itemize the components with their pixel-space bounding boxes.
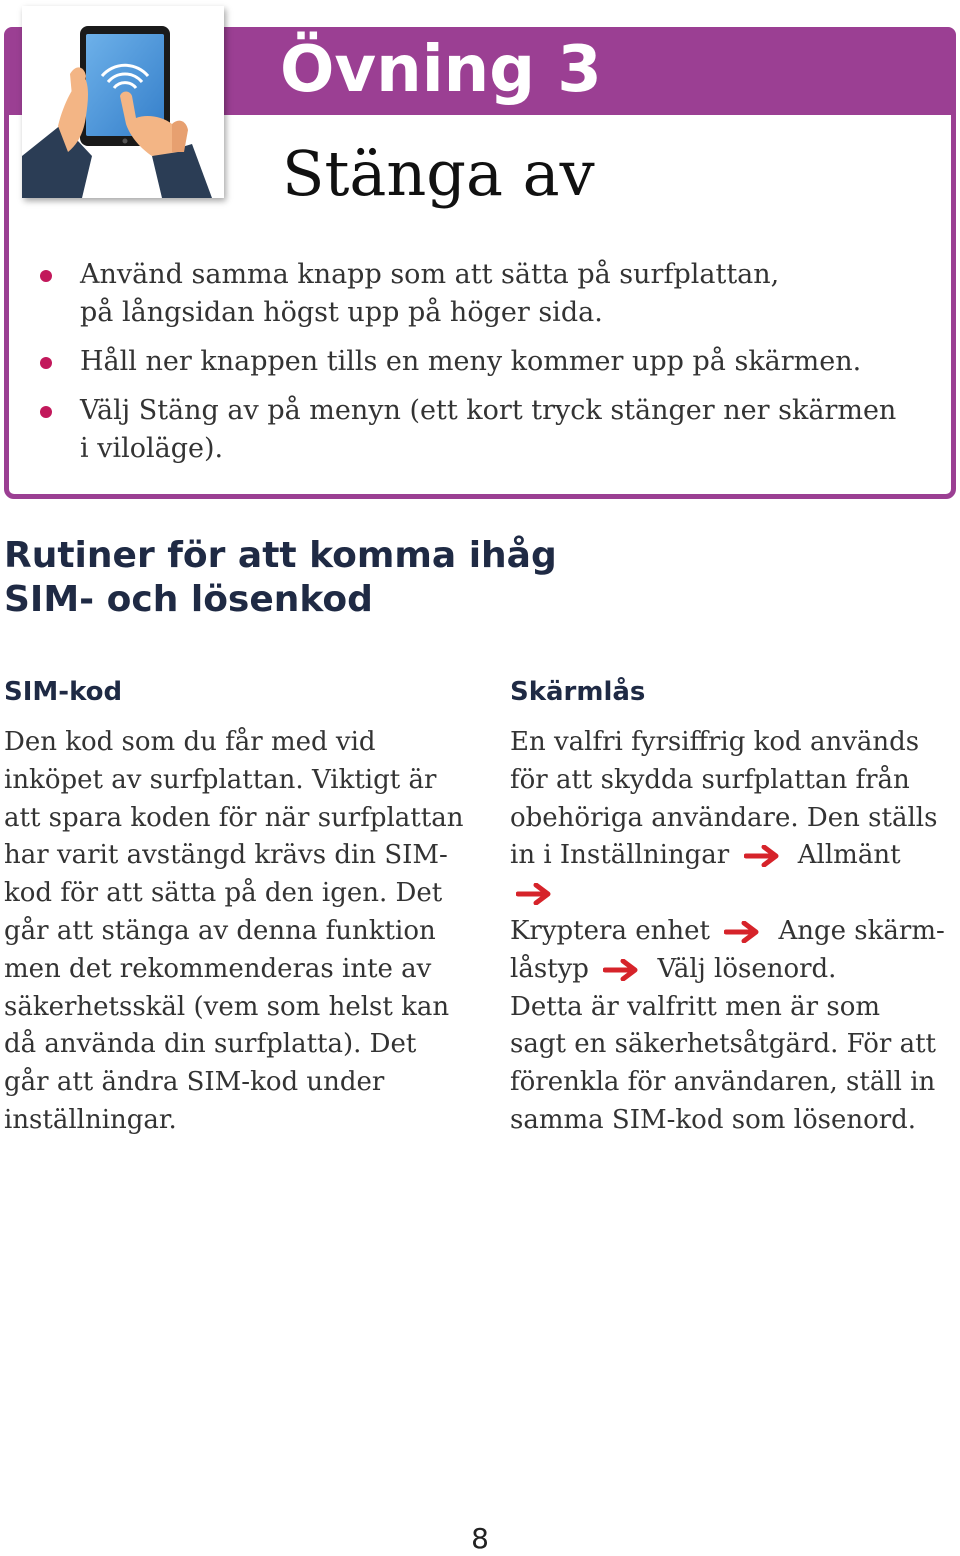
page-number: 8 [471,1522,489,1555]
text-line: inköpet av surfplattan. Viktigt är [4,764,437,795]
instruction-text: Välj Stäng av på menyn (ett kort tryck stänger ner skärmen [80,395,897,426]
text-line: Den kod som du får med vid [4,727,376,757]
instruction-item [40,392,920,468]
right-arrow-icon [744,845,784,867]
text-line: går att stänga av denna funktion [4,915,436,946]
text-line: En valfri fyrsiffrig kod används [510,727,920,757]
instruction-text: Använd samma knapp som att sätta på surfplattan, [80,259,780,290]
instruction-text: Håll ner knappen tills en meny kommer upp på skärmen. [80,346,862,377]
text-line: Kryptera enhet [510,915,710,946]
tablet-illustration [22,6,224,198]
text-line: samma SIM-kod som lösenord. [510,1104,917,1135]
text-line: in i Inställningar [510,840,730,871]
text-line: låstyp [510,953,589,984]
text-line: Allmänt [797,840,901,871]
exercise-title: Övning 3 [280,33,602,107]
text-line: Ange skärm- [778,915,945,946]
text-line: inställningar. [4,1104,177,1135]
exercise-subtitle: Stänga av [282,137,595,210]
screen-lock-text [510,724,955,1140]
right-arrow-icon [603,959,643,981]
text-line: går att ändra SIM-kod under [4,1067,385,1098]
text-line: säkerhetsskäl (vem som helst kan [4,991,450,1022]
right-arrow-icon [516,883,556,905]
sim-code-text [4,724,484,1140]
hands-holding-tablet-touch-icon [22,6,224,198]
section-heading [4,534,904,622]
text-line: för att skydda surfplattan från [510,764,910,795]
text-line: kod för att sätta på den igen. Det [4,878,443,909]
instruction-list [40,256,920,479]
text-line: obehöriga användare. Den ställs [510,802,938,833]
text-line: Välj lösenord. [657,953,837,984]
text-line: Detta är valfritt men är som [510,991,881,1022]
text-line: förenkla för användaren, ställ in [510,1067,936,1098]
sim-code-title: SIM-kod [4,677,123,707]
bullet-icon [40,357,52,369]
screen-lock-title: Skärmlås [510,677,646,707]
instruction-text: i viloläge). [80,433,224,464]
text-line: då använda din surfplatta). Det [4,1029,417,1060]
text-line: att spara koden för när surfplattan [4,802,464,833]
section-heading-line: SIM- och lösenkod [4,579,373,620]
text-line: har varit avstängd krävs din SIM- [4,840,448,871]
text-line: sagt en säkerhetsåtgärd. För att [510,1029,936,1060]
bullet-icon [40,270,52,282]
text-line: men det rekommenderas inte av [4,953,432,984]
instruction-item [40,256,920,332]
instruction-text: på långsidan högst upp på höger sida. [80,297,603,328]
instruction-item [40,343,920,381]
bullet-icon [40,406,52,418]
right-arrow-icon [724,921,764,943]
section-heading-line: Rutiner för att komma ihåg [4,535,557,576]
